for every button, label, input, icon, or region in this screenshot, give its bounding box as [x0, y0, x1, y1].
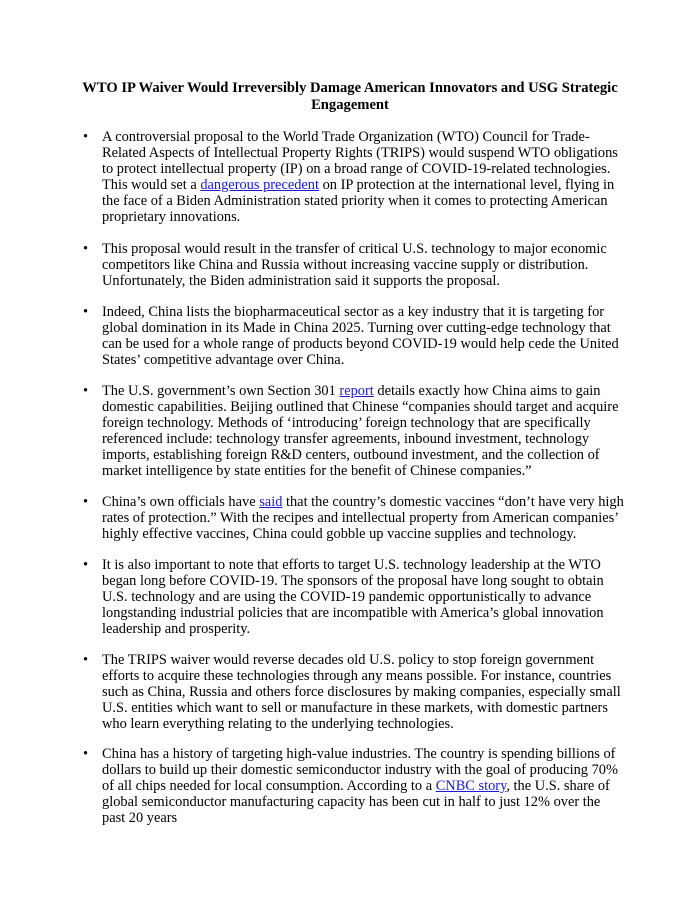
- bullet-text: [102, 652, 626, 732]
- bullet-icon: •: [83, 746, 89, 762]
- bullet-text-start: The TRIPS waiver would reverse decades old U.S. policy to stop foreign government efforts to acquire these technologies through any means possible. For instance, countries such as China, Russia and others force disclosures by making companies, especially small U.S. entities which want to sell or manufacture in these markets, with domestic partners who learn everything relating to the underlying technologies.: [102, 652, 621, 732]
- bullet-text-end: on IP protection at the international level, flying in the face of a Biden Administration stated priority when it comes to protecting American proprietary innovations.: [102, 177, 615, 225]
- bullet-text: [102, 241, 626, 289]
- bullet-text-start: It is also important to note that efforts to target U.S. technology leadership at the WTO began long before COVID-19. The sponsors of the proposal have long sought to obtain U.S. technology and are using the COVID-19 pandemic opportunistically to advance longstanding industrial policies that are incompatible with America’s global innovation leadership and prosperity.: [102, 557, 604, 637]
- bullet-icon: •: [83, 304, 89, 320]
- report-link[interactable]: report: [339, 383, 374, 399]
- document-title: WTO IP Waiver Would Irreversibly Damage American Innovators and USG Strategic Engagement: [82, 80, 618, 113]
- bullet-text: [102, 557, 626, 637]
- bullet-icon: •: [83, 494, 89, 510]
- bullet-text-start: This proposal would result in the transfer of critical U.S. technology to major economic competitors like China and Russia without increasing vaccine supply or distribution. Unfortunately, the Biden administration said it supports the proposal.: [102, 241, 607, 289]
- bullet-icon: •: [83, 129, 89, 145]
- bullet-text-end: details exactly how China aims to gain domestic capabilities. Beijing outlined that Chinese “companies should target and acquire foreign technology. Methods of ‘introducing’ foreign technology that are specifically referenced include: technology transfer agreements, inbound investment, technology imports, establishing foreign R&D centers, outbound investment, and the collection of market intelligence by state entities for the benefit of Chinese companies.”: [102, 383, 619, 479]
- bullet-icon: •: [83, 241, 89, 257]
- bullet-text: [102, 129, 626, 225]
- bullet-text: [102, 494, 626, 542]
- bullet-text: [102, 304, 626, 368]
- said-link[interactable]: said: [259, 494, 283, 510]
- bullet-icon: •: [83, 383, 89, 399]
- dangerous-precedent-link[interactable]: dangerous precedent: [200, 177, 319, 193]
- bullet-text-start: Indeed, China lists the biopharmaceutical sector as a key industry that it is targeting for global domination in its Made in China 2025. Turning over cutting-edge technology that can be used for a whole range of products beyond COVID-19 would help cede the United States’ competitive advantage over China.: [102, 304, 619, 368]
- bullet-icon: •: [83, 557, 89, 573]
- bullet-text-start: China’s own officials have: [102, 494, 260, 510]
- bullet-text: [102, 383, 626, 479]
- bullet-text-end: that the country’s domestic vaccines “don’t have very high rates of protection.” With the recipes and intellectual property from American companies’ highly effective vaccines, China could gobble up vaccine supplies and technology.: [102, 494, 624, 542]
- bullet-text-start: The U.S. government’s own Section 301: [102, 383, 340, 399]
- cnbc-story-link[interactable]: CNBC story: [435, 778, 507, 794]
- bullet-text-start: China has a history of targeting high-value industries. The country is spending billions of dollars to build up their domestic semiconductor industry with the goal of producing 70% of all chips needed for local consumption. According to a: [102, 746, 618, 794]
- bullet-text: [102, 746, 626, 826]
- bullet-text-end: , the U.S. share of global semiconductor manufacturing capacity has been cut in half to just 12% over the past 20 years: [102, 778, 610, 826]
- bullet-icon: •: [83, 652, 89, 668]
- bullet-text-start: A controversial proposal to the World Trade Organization (WTO) Council for Trade-Related Aspects of Intellectual Property Rights (TRIPS) would suspend WTO obligations to protect intellectual property (IP) on a broad range of COVID-19-related technologies. This would set a: [102, 129, 618, 193]
